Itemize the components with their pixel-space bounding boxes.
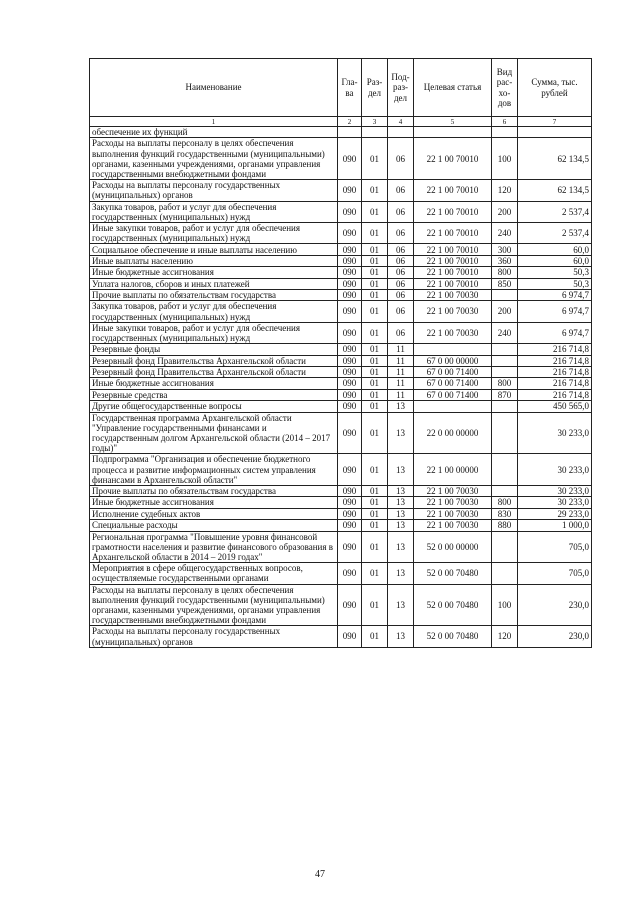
cell-razdel: 01 (362, 626, 388, 647)
table-body (90, 127, 592, 648)
cell-podrazdel: 06 (388, 322, 414, 343)
cell-podrazdel: 13 (388, 485, 414, 496)
cell-razdel: 01 (362, 301, 388, 322)
cell-target-article: 22 1 00 70010 (414, 201, 492, 222)
cell-name: Закупка товаров, работ и услуг для обеспечения государственных (муниципальных) нужд (90, 301, 338, 322)
cell-razdel: 01 (362, 244, 388, 255)
cell-razdel: 01 (362, 355, 388, 366)
cell-glava: 090 (338, 520, 362, 531)
cell-expense-type: 120 (492, 626, 518, 647)
cell-podrazdel (388, 127, 414, 138)
table-row (90, 520, 592, 531)
cell-podrazdel: 11 (388, 355, 414, 366)
cell-razdel: 01 (362, 485, 388, 496)
cell-expense-type: 870 (492, 389, 518, 400)
cell-sum: 2 537,4 (518, 223, 592, 244)
cell-expense-type: 240 (492, 322, 518, 343)
cell-podrazdel: 13 (388, 401, 414, 412)
cell-razdel: 01 (362, 138, 388, 180)
cell-sum: 2 537,4 (518, 201, 592, 222)
cell-podrazdel: 13 (388, 626, 414, 647)
cell-sum: 6 974,7 (518, 289, 592, 300)
cell-razdel: 01 (362, 520, 388, 531)
cell-podrazdel: 06 (388, 301, 414, 322)
cell-target-article: 22 1 00 70030 (414, 322, 492, 343)
cell-target-article: 22 1 00 70010 (414, 267, 492, 278)
cell-sum: 62 134,5 (518, 180, 592, 201)
cell-expense-type: 800 (492, 497, 518, 508)
header-expense-type: Вид рас-хо-дов (492, 59, 518, 117)
cell-target-article: 22 1 00 00000 (414, 454, 492, 486)
header-glava: Гла-ва (338, 59, 362, 117)
cell-glava: 090 (338, 412, 362, 454)
cell-glava: 090 (338, 378, 362, 389)
column-number: 2 (338, 117, 362, 127)
cell-target-article: 22 1 00 70030 (414, 497, 492, 508)
cell-podrazdel: 06 (388, 138, 414, 180)
table-row (90, 401, 592, 412)
cell-sum: 230,0 (518, 584, 592, 626)
table-row (90, 322, 592, 343)
table-row (90, 366, 592, 377)
table-row (90, 531, 592, 563)
cell-glava: 090 (338, 584, 362, 626)
cell-razdel: 01 (362, 389, 388, 400)
cell-razdel (362, 127, 388, 138)
cell-sum: 216 714,8 (518, 344, 592, 355)
table-row (90, 485, 592, 496)
cell-target-article: 22 1 00 70030 (414, 508, 492, 519)
cell-podrazdel: 06 (388, 267, 414, 278)
cell-expense-type (492, 485, 518, 496)
cell-name: Расходы на выплаты персоналу в целях обеспечения выполнения функций государственными (муниципальными) органами, казенными учреждениями, органами управления государственными внебюджетными фондами (90, 138, 338, 180)
cell-expense-type (492, 454, 518, 486)
cell-expense-type: 300 (492, 244, 518, 255)
cell-podrazdel: 13 (388, 563, 414, 584)
cell-expense-type: 880 (492, 520, 518, 531)
table-row (90, 563, 592, 584)
cell-glava: 090 (338, 485, 362, 496)
cell-sum: 230,0 (518, 626, 592, 647)
cell-sum: 62 134,5 (518, 138, 592, 180)
cell-expense-type: 830 (492, 508, 518, 519)
header-name: Наименование (90, 59, 338, 117)
header-sum: Сумма, тыс. рублей (518, 59, 592, 117)
cell-expense-type: 800 (492, 267, 518, 278)
table-row (90, 255, 592, 266)
cell-razdel: 01 (362, 223, 388, 244)
cell-razdel: 01 (362, 322, 388, 343)
budget-table-sheet (89, 58, 591, 648)
cell-glava: 090 (338, 531, 362, 563)
cell-name: Иные выплаты населению (90, 255, 338, 266)
cell-sum: 29 233,0 (518, 508, 592, 519)
table-row (90, 289, 592, 300)
cell-name: Прочие выплаты по обязательствам государства (90, 289, 338, 300)
cell-target-article: 22 1 00 70010 (414, 180, 492, 201)
cell-glava: 090 (338, 344, 362, 355)
cell-sum: 6 974,7 (518, 322, 592, 343)
cell-expense-type (492, 401, 518, 412)
cell-name: Расходы на выплаты персоналу в целях обеспечения выполнения функций государственными (муниципальными) органами, казенными учреждениями, органами управления государственными внебюджетными фондами (90, 584, 338, 626)
cell-podrazdel: 11 (388, 389, 414, 400)
cell-target-article: 52 0 00 70480 (414, 626, 492, 647)
cell-name: Другие общегосударственные вопросы (90, 401, 338, 412)
cell-name: Государственная программа Архангельской области "Управление государственными финансами и государственным долгом Архангельской области (2014 – 2017 годы)" (90, 412, 338, 454)
column-number: 7 (518, 117, 592, 127)
table-row (90, 412, 592, 454)
cell-name: Специальные расходы (90, 520, 338, 531)
cell-name: Иные бюджетные ассигнования (90, 267, 338, 278)
table-row (90, 138, 592, 180)
cell-sum: 30 233,0 (518, 454, 592, 486)
header-razdel: Раз-дел (362, 59, 388, 117)
cell-podrazdel: 13 (388, 531, 414, 563)
table-header-row (90, 59, 592, 117)
cell-glava: 090 (338, 366, 362, 377)
cell-glava: 090 (338, 355, 362, 366)
column-number: 6 (492, 117, 518, 127)
cell-target-article: 22 0 00 00000 (414, 412, 492, 454)
cell-target-article: 67 0 00 71400 (414, 389, 492, 400)
cell-podrazdel: 11 (388, 344, 414, 355)
cell-target-article: 22 1 00 70010 (414, 278, 492, 289)
table-row (90, 454, 592, 486)
cell-podrazdel: 06 (388, 255, 414, 266)
cell-sum: 50,3 (518, 267, 592, 278)
cell-expense-type (492, 412, 518, 454)
cell-target-article: 22 1 00 70010 (414, 244, 492, 255)
table-row (90, 127, 592, 138)
cell-expense-type: 200 (492, 301, 518, 322)
cell-name: Резервные фонды (90, 344, 338, 355)
cell-sum: 1 000,0 (518, 520, 592, 531)
column-number: 4 (388, 117, 414, 127)
cell-sum: 705,0 (518, 563, 592, 584)
cell-expense-type: 360 (492, 255, 518, 266)
cell-razdel: 01 (362, 412, 388, 454)
cell-podrazdel: 11 (388, 378, 414, 389)
cell-glava: 090 (338, 322, 362, 343)
table-row (90, 301, 592, 322)
cell-expense-type (492, 366, 518, 377)
cell-expense-type (492, 127, 518, 138)
cell-name: Резервный фонд Правительства Архангельской области (90, 366, 338, 377)
cell-glava: 090 (338, 278, 362, 289)
table-row (90, 584, 592, 626)
cell-target-article: 22 1 00 70030 (414, 289, 492, 300)
cell-name: Резервные средства (90, 389, 338, 400)
cell-razdel: 01 (362, 180, 388, 201)
cell-target-article: 22 1 00 70030 (414, 301, 492, 322)
cell-name: Подпрограмма "Организация и обеспечение бюджетного процесса и развитие информационных систем управления финансами в Архангельской области" (90, 454, 338, 486)
cell-glava: 090 (338, 497, 362, 508)
cell-target-article (414, 401, 492, 412)
cell-name: Прочие выплаты по обязательствам государства (90, 485, 338, 496)
cell-razdel: 01 (362, 497, 388, 508)
cell-sum: 450 565,0 (518, 401, 592, 412)
cell-glava: 090 (338, 626, 362, 647)
cell-target-article: 67 0 00 71400 (414, 378, 492, 389)
cell-podrazdel: 13 (388, 412, 414, 454)
cell-glava: 090 (338, 289, 362, 300)
cell-name: Иные бюджетные ассигнования (90, 378, 338, 389)
cell-glava: 090 (338, 255, 362, 266)
cell-expense-type: 100 (492, 138, 518, 180)
cell-expense-type (492, 289, 518, 300)
cell-target-article: 22 1 00 70030 (414, 485, 492, 496)
cell-target-article: 67 0 00 71400 (414, 366, 492, 377)
cell-glava: 090 (338, 563, 362, 584)
cell-glava: 090 (338, 508, 362, 519)
cell-razdel: 01 (362, 378, 388, 389)
cell-podrazdel: 11 (388, 366, 414, 377)
cell-sum: 705,0 (518, 531, 592, 563)
cell-expense-type (492, 563, 518, 584)
cell-glava: 090 (338, 223, 362, 244)
cell-podrazdel: 06 (388, 201, 414, 222)
cell-expense-type (492, 531, 518, 563)
table-row (90, 378, 592, 389)
cell-target-article: 22 1 00 70010 (414, 255, 492, 266)
page-number: 47 (315, 869, 325, 880)
cell-target-article: 52 0 00 70480 (414, 563, 492, 584)
cell-glava: 090 (338, 389, 362, 400)
table-row (90, 344, 592, 355)
table-row (90, 201, 592, 222)
cell-glava (338, 127, 362, 138)
table-row (90, 223, 592, 244)
cell-target-article: 52 0 00 70480 (414, 584, 492, 626)
cell-razdel: 01 (362, 366, 388, 377)
cell-sum: 216 714,8 (518, 355, 592, 366)
cell-name: Иные закупки товаров, работ и услуг для обеспечения государственных (муниципальных) нужд (90, 223, 338, 244)
cell-target-article: 52 0 00 00000 (414, 531, 492, 563)
column-number: 5 (414, 117, 492, 127)
cell-podrazdel: 06 (388, 278, 414, 289)
cell-expense-type: 850 (492, 278, 518, 289)
cell-podrazdel: 06 (388, 180, 414, 201)
cell-expense-type: 800 (492, 378, 518, 389)
cell-razdel: 01 (362, 563, 388, 584)
cell-sum: 30 233,0 (518, 485, 592, 496)
cell-razdel: 01 (362, 255, 388, 266)
cell-glava: 090 (338, 401, 362, 412)
header-target-article: Целевая статья (414, 59, 492, 117)
cell-name: Иные закупки товаров, работ и услуг для обеспечения государственных (муниципальных) нужд (90, 322, 338, 343)
cell-target-article (414, 344, 492, 355)
cell-name: Расходы на выплаты персоналу государственных (муниципальных) органов (90, 626, 338, 647)
cell-glava: 090 (338, 244, 362, 255)
column-number: 3 (362, 117, 388, 127)
cell-name: Закупка товаров, работ и услуг для обеспечения государственных (муниципальных) нужд (90, 201, 338, 222)
cell-name: Резервный фонд Правительства Архангельской области (90, 355, 338, 366)
cell-razdel: 01 (362, 584, 388, 626)
cell-target-article: 22 1 00 70010 (414, 138, 492, 180)
table-row (90, 244, 592, 255)
cell-razdel: 01 (362, 278, 388, 289)
cell-target-article: 67 0 00 00000 (414, 355, 492, 366)
cell-expense-type (492, 344, 518, 355)
cell-target-article: 22 1 00 70030 (414, 520, 492, 531)
cell-razdel: 01 (362, 508, 388, 519)
cell-name: Уплата налогов, сборов и иных платежей (90, 278, 338, 289)
column-number: 1 (90, 117, 338, 127)
cell-razdel: 01 (362, 344, 388, 355)
cell-podrazdel: 06 (388, 244, 414, 255)
cell-name: Социальное обеспечение и иные выплаты населению (90, 244, 338, 255)
cell-razdel: 01 (362, 454, 388, 486)
cell-target-article: 22 1 00 70010 (414, 223, 492, 244)
cell-razdel: 01 (362, 289, 388, 300)
cell-name: Иные бюджетные ассигнования (90, 497, 338, 508)
cell-sum: 6 974,7 (518, 301, 592, 322)
cell-glava: 090 (338, 267, 362, 278)
table-row (90, 278, 592, 289)
table-row (90, 508, 592, 519)
cell-name: обеспечение их функций (90, 127, 338, 138)
cell-glava: 090 (338, 454, 362, 486)
cell-glava: 090 (338, 201, 362, 222)
cell-podrazdel: 06 (388, 289, 414, 300)
cell-razdel: 01 (362, 201, 388, 222)
cell-expense-type: 240 (492, 223, 518, 244)
cell-target-article (414, 127, 492, 138)
cell-expense-type: 200 (492, 201, 518, 222)
cell-sum: 60,0 (518, 244, 592, 255)
column-number-row (90, 117, 592, 127)
cell-sum: 30 233,0 (518, 497, 592, 508)
cell-glava: 090 (338, 138, 362, 180)
cell-sum: 30 233,0 (518, 412, 592, 454)
cell-glava: 090 (338, 180, 362, 201)
table-row (90, 626, 592, 647)
cell-expense-type: 100 (492, 584, 518, 626)
cell-name: Мероприятия в сфере общегосударственных вопросов, осуществляемые государственными органами (90, 563, 338, 584)
cell-sum: 216 714,8 (518, 366, 592, 377)
table-row (90, 267, 592, 278)
cell-name: Исполнение судебных актов (90, 508, 338, 519)
cell-podrazdel: 13 (388, 508, 414, 519)
cell-glava: 090 (338, 301, 362, 322)
cell-sum (518, 127, 592, 138)
cell-expense-type (492, 355, 518, 366)
cell-name: Региональная программа "Повышение уровня финансовой грамотности населения и развитие финансового образования в Архангельской области в 2014 – 2019 годах" (90, 531, 338, 563)
cell-name: Расходы на выплаты персоналу государственных (муниципальных) органов (90, 180, 338, 201)
cell-sum: 60,0 (518, 255, 592, 266)
cell-razdel: 01 (362, 531, 388, 563)
cell-podrazdel: 13 (388, 584, 414, 626)
cell-sum: 216 714,8 (518, 389, 592, 400)
cell-expense-type: 120 (492, 180, 518, 201)
cell-podrazdel: 06 (388, 223, 414, 244)
table-row (90, 389, 592, 400)
cell-sum: 216 714,8 (518, 378, 592, 389)
cell-sum: 50,3 (518, 278, 592, 289)
cell-podrazdel: 13 (388, 497, 414, 508)
cell-razdel: 01 (362, 401, 388, 412)
table-row (90, 180, 592, 201)
table-row (90, 497, 592, 508)
cell-razdel: 01 (362, 267, 388, 278)
budget-table (89, 58, 592, 648)
table-row (90, 355, 592, 366)
cell-podrazdel: 13 (388, 520, 414, 531)
cell-podrazdel: 13 (388, 454, 414, 486)
header-podrazdel: Под-раз-дел (388, 59, 414, 117)
